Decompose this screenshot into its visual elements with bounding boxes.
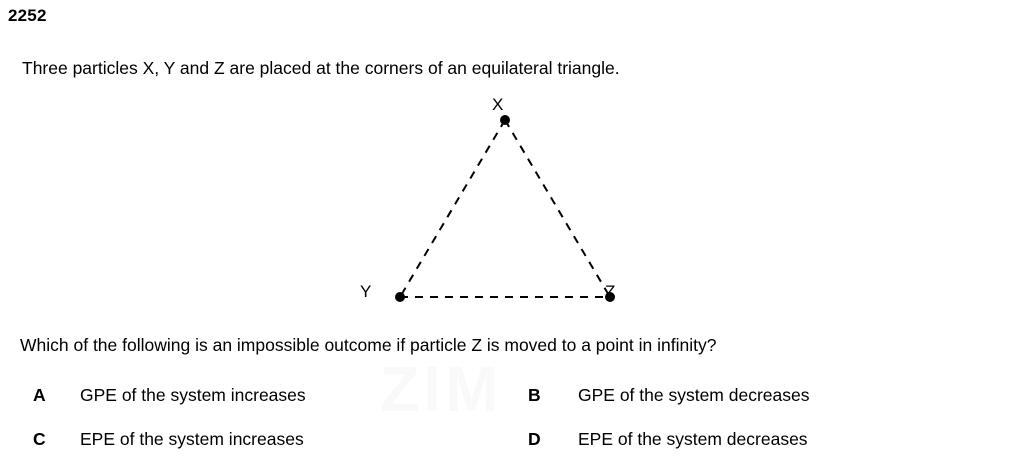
particle-z-label: Z	[605, 282, 616, 301]
particle-x-dot	[500, 115, 510, 125]
particle-y-dot	[395, 292, 405, 302]
triangle-side-xz	[505, 120, 610, 297]
particle-y-label: Y	[360, 282, 372, 301]
option-row-1	[0, 385, 1015, 429]
particle-x-label: X	[492, 95, 504, 114]
option-a-letter: A	[33, 385, 46, 405]
option-d-text: EPE of the system decreases	[578, 429, 808, 449]
triangle-figure	[340, 95, 670, 315]
option-d-letter: D	[528, 429, 541, 449]
option-b-text: GPE of the system decreases	[578, 385, 810, 405]
question-stem: Three particles X, Y and Z are placed at the corners of an equilateral triangle.	[22, 58, 620, 78]
option-b-letter: B	[528, 385, 541, 405]
triangle-diagram-svg	[340, 95, 670, 315]
question-number: 2252	[8, 6, 47, 25]
option-row-2	[0, 429, 1015, 473]
answer-options	[0, 385, 1015, 473]
option-a-text: GPE of the system increases	[80, 385, 306, 405]
triangle-side-xy	[400, 120, 505, 297]
question-prompt: Which of the following is an impossible outcome if particle Z is moved to a point in infinity?	[20, 335, 717, 355]
option-c-text: EPE of the system increases	[80, 429, 304, 449]
watermark: ZIM	[380, 353, 503, 425]
option-c-letter: C	[33, 429, 46, 449]
